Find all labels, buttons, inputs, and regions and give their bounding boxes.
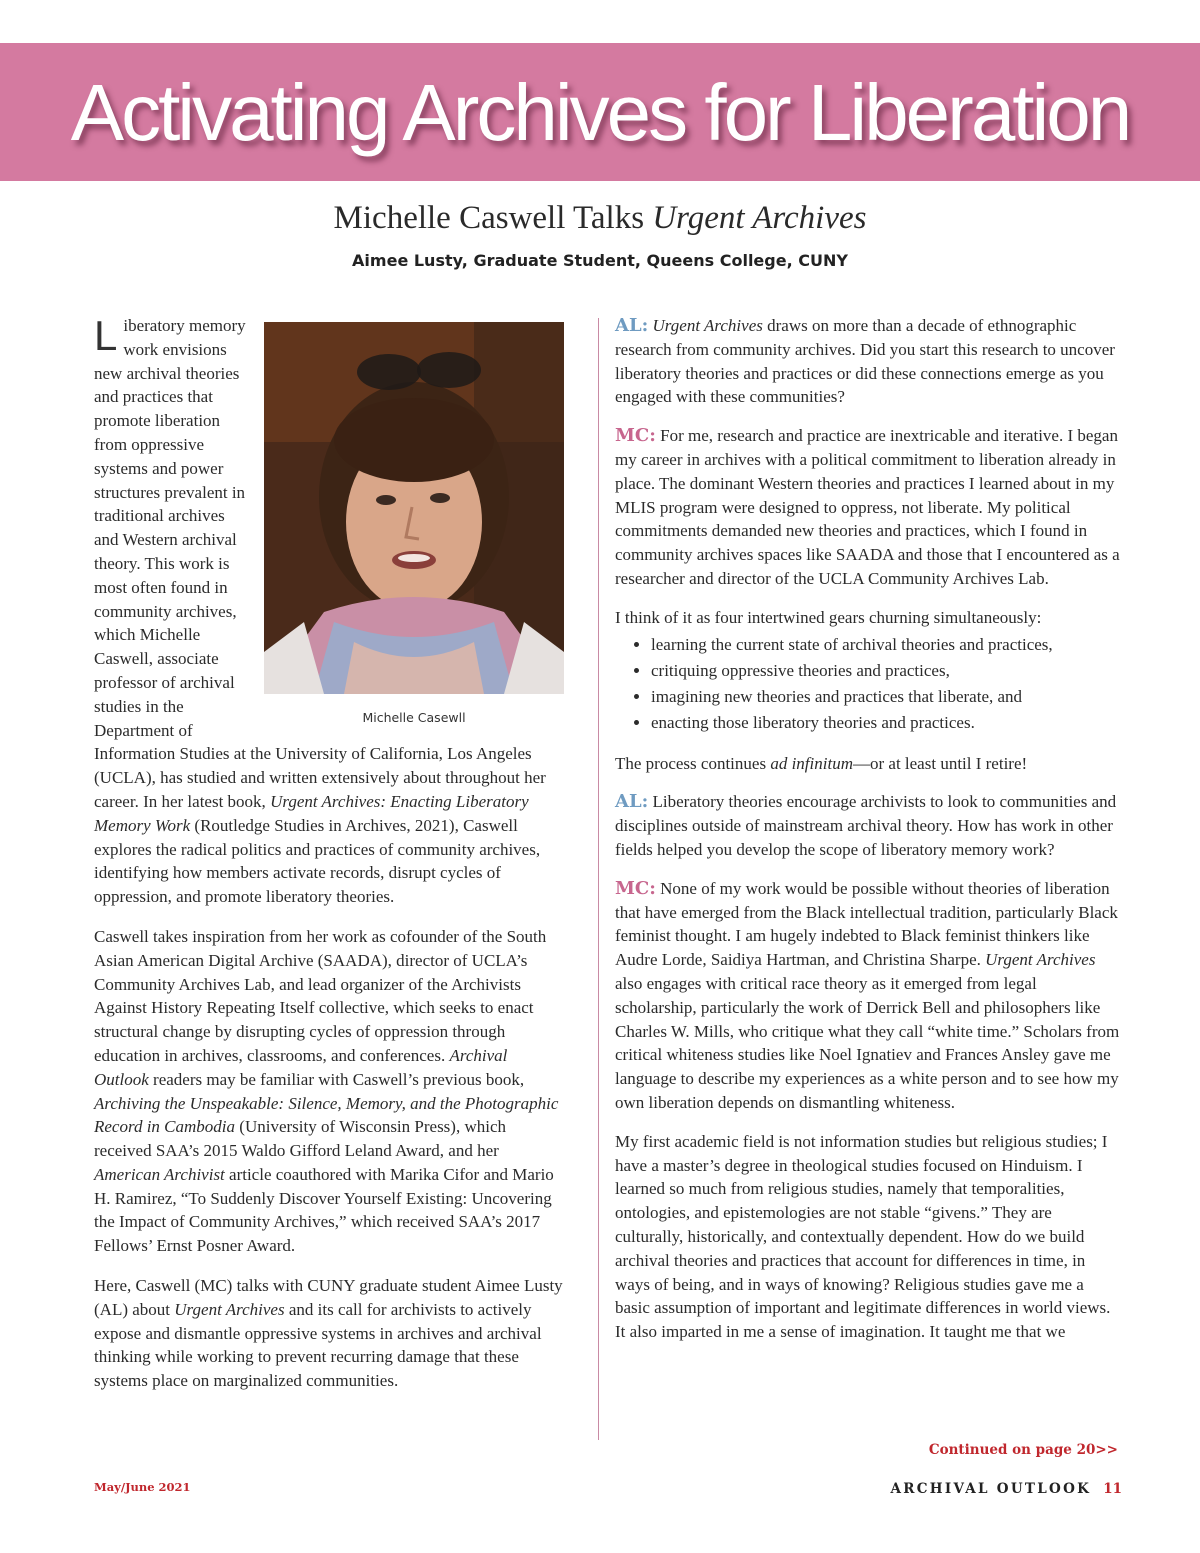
spacer [94,909,564,925]
title-banner [0,43,1200,181]
article-title: Activating Archives for Liberation [70,68,1130,157]
issue-date: May/June 2021 [94,1480,191,1494]
gears-intro: I think of it as four intertwined gears churning simultaneously: [615,607,1042,627]
drop-cap: L [94,312,118,359]
a2-text-2: also engages with critical race theory as it emerged from legal scholarship, particularly the work of Derrick Bell and philosophers like Charles W. Mills, who critique what they call “white time.” Scholars from critical whiteness studies like Noel Ignatiev and Frances Ansley gave me language to describe my experiences as a white person and to see how my own liberation depends on dismantling whiteness. [615,973,1120,1112]
bg-text-1: Caswell takes inspiration from her work as cofounder of the South Asian American Digital Archive (SAADA), director of UCLA’s Community Archives Lab, and lead organizer of the Archivists Against History Repeating Itself collective, which seeks to enact structural change by disrupting cycles of oppression through education in archives, classrooms, and conferences. [94,926,547,1065]
list-item: • enacting those liberatory theories and practices. [651,710,1120,736]
question-1 [615,314,1120,409]
a2-italic: Urgent Archives [985,950,1096,970]
question-2 [615,790,1120,861]
intro-text-1: iberatory memory work envisions new archival theories and practices that promote liberation from oppressive systems and power structures prevalent in traditional archives and Western archival theory. This work is most often found in community archives, which Michelle Caswell, associate professor of archival studies in the Department of Information Studies at the University of California, Los Angeles (UCLA), has studied and written extensively about throughout her career. In her latest book, [94,316,546,811]
spacer [615,736,1120,752]
photo-caption: Michelle Casewll [362,710,466,725]
process-text-1: The process continues [615,753,771,773]
background-paragraph [94,925,564,1258]
al-label: AL: [615,315,649,336]
spacer [615,862,1120,877]
ii-italic: Urgent Archives [174,1299,285,1319]
bg-text-4: article coauthored with Marika Cifor and Mario H. Ramirez, “To Suddenly Discover Yourself Existing: Uncovering the Impact of Community Archives,” which received SAA’s 2017 Fellows’ Ernst Posner Award. [94,1164,554,1256]
al-label: AL: [615,791,649,813]
portrait-photo [264,322,564,694]
intro-text-2: (Routledge Studies in Archives, 2021), Caswell explores the radical politics and practices of community archives, identifying how members activate records, disrupt cycles of oppression, and promote liberatory theories. [94,815,541,907]
process-text-2: —or at least until I retire! [852,753,1028,773]
a1-text: For me, research and practice are inextricable and iterative. I began my career in archives with a political commitment to liberation already in place. The dominant Western theories and practices I learned about in my MLIS program were designed to oppress, not liberate. My political commitments demanded new theories and practices, which I found in community archives spaces like SAADA and those that I encountered as a researcher and director of the UCLA Community Archives Lab. [615,426,1120,588]
page-number: 11 [1103,1481,1122,1497]
ii-text-1: Here, Caswell (MC) talks with CUNY graduate student Aimee Lusty (AL) about [94,1276,563,1319]
subtitle-lead: Michelle Caswell Talks [333,200,653,236]
answer-1 [615,424,1120,591]
a2-text-1: None of my work would be possible without theories of liberation that have emerged from the Black intellectual tradition, particularly Black feminist thought. I am hugely indebted to Black feminist thinkers like Audre Lorde, Saidiya Hartman, and Christina Sharpe. [615,878,1118,970]
spacer [615,775,1120,790]
q2-text: Liberatory theories encourage archivists to look to communities and disciplines outside of mainstream archival theory. How has work in other fields helped you develop the scope of liberatory memory work? [615,792,1117,859]
answer-2 [615,877,1120,1115]
photo-figure [264,322,564,728]
continued-link[interactable]: Continued on page 20>> [928,1442,1118,1458]
footer-magazine [890,1481,1122,1497]
process-paragraph [615,752,1120,776]
column-divider [598,318,599,1440]
q1-text: draws on more than a decade of ethnographic research from community archives. Did you start this research to uncover liberatory theories and practices or did these connections emerge as you engaged with these communities? [615,316,1115,407]
bg-italic-2: Archiving the Unspeakable: Silence, Memory, and the Photographic Record in Cambodia [94,1093,559,1137]
bg-italic-3: American Archivist [94,1164,225,1184]
list-item: • critiquing oppressive theories and practices, [651,658,1120,684]
ii-text-2: and its call for archivists to actively expose and dismantle oppressive systems in archives and archival thinking while working to prevent recurring damage that these systems place on marginalized communities. [94,1299,542,1391]
byline: Aimee Lusty, Graduate Student, Queens College, CUNY [352,251,848,270]
subtitle-book-title: Urgent Archives [652,200,867,236]
spacer [615,409,1120,424]
mc-label: MC: [615,877,656,899]
bg-italic-1: Archival Outlook [94,1045,508,1089]
bg-text-3: (University of Wisconsin Press), which received SAA’s 2015 Waldo Gifford Leland Award, and her [94,1117,507,1161]
spacer [615,591,1120,606]
magazine-name: ARCHIVAL OUTLOOK [890,1481,1092,1497]
list-item: • learning the current state of archival theories and practices, [651,632,1120,658]
left-column [94,314,564,1393]
interview-intro-paragraph [94,1274,564,1393]
intro-paragraph [94,314,564,909]
list-item: • imagining new theories and practices that liberate, and [651,684,1120,710]
spacer [94,1258,564,1274]
spacer [615,1115,1120,1130]
q1-italic: Urgent Archives [652,316,763,335]
bg-text-2: readers may be familiar with Caswell’s previous book, [148,1069,525,1089]
gears-list [615,632,1120,736]
process-italic: ad infinitum [770,753,853,773]
religious-studies-paragraph: My first academic field is not information studies but religious studies; I have a master’s degree in theological studies focused on Hinduism. I learned so much from religious studies, namely that temporalities, ontologies, and epistemologies are not stable “givens.” They are culturally, historically, and contextually dependent. How do we build archival theories and practices that account for differences in time, in ways of being, and in ways of knowing? Religious studies gave me a basic assumption of important and legitimate differences in world views. It also imparted in me a sense of imagination. It taught me that we [615,1131,1111,1342]
article-subtitle [0,196,1200,240]
right-column [615,314,1120,1344]
intro-book-title: Urgent Archives: Enacting Liberatory Memory Work [94,791,529,835]
mc-label: MC: [615,425,656,447]
